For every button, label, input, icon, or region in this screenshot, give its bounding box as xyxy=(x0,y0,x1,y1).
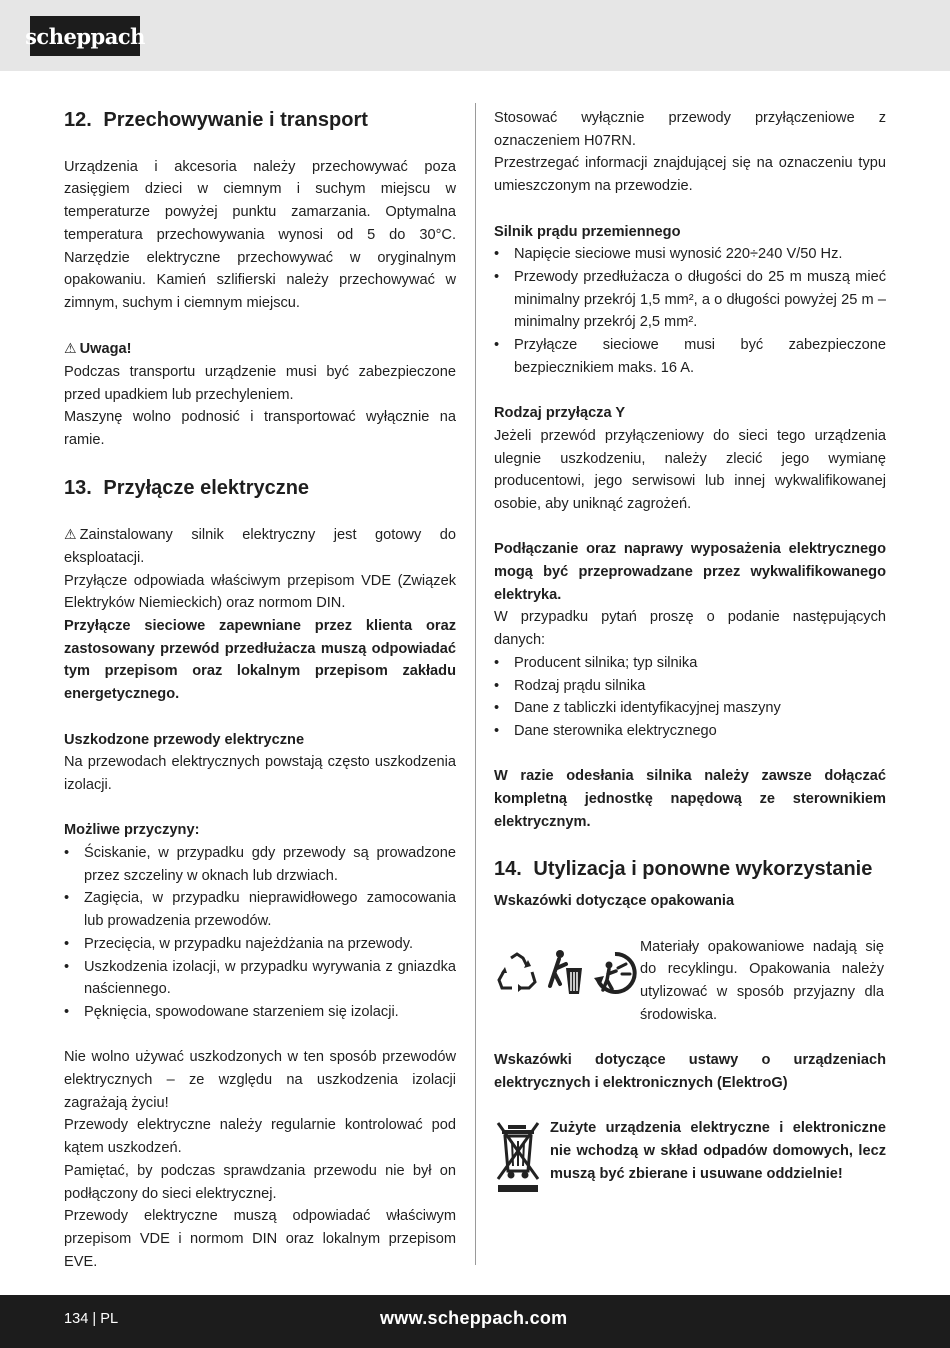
danger-paragraph: Nie wolno używać uszkodzonych w ten sposób przewodów elektrycznych – ze względu na uszkodzenia izolacji zagrażają życiu! xyxy=(64,1049,456,1111)
weee-paragraph: Zużyte urządzenia elektryczne i elektroniczne nie wchodzą w skład odpadów domowych, lecz muszą być zbierane i usuwane oddzielnie! xyxy=(550,1120,886,1182)
language-code: PL xyxy=(100,1311,119,1327)
list-item: • Uszkodzenia izolacji, w przypadku wyrywania z gniazdka naściennego. xyxy=(64,956,456,1001)
vde-paragraph: Przyłącze odpowiada właściwym przepisom VDE (Związek Elektryków Niemieckich) oraz normom DIN. xyxy=(64,572,456,612)
list-item: • Zagięcia, w przypadku nieprawidłowego zamocowania lub prowadzenia przewodów. xyxy=(64,887,456,932)
packaging-block xyxy=(494,936,886,1027)
section-14-heading xyxy=(494,856,886,882)
section-12-heading xyxy=(64,107,456,133)
section-title: Przechowywanie i transport xyxy=(103,109,368,131)
y-connection-paragraph: Jeżeli przewód przyłączeniowy do sieci tego urządzenia ulegnie uszkodzeniu, należy zlecić jego wymianę producentowi, jego serwisowi lub innej wykwalifikowanej osobie, aby uniknąć zagrożeń. xyxy=(494,427,886,512)
brand-text: scheppach xyxy=(25,23,145,49)
section-number: 14. xyxy=(494,858,522,881)
inspection-paragraph: Przewody elektryczne należy regularnie kontrolować pod kątem uszkodzeń. xyxy=(64,1117,456,1157)
causes-list xyxy=(64,842,456,1024)
section-title: Przyłącze elektryczne xyxy=(103,476,310,499)
section-number: 12. xyxy=(64,109,92,131)
warning-triangle-icon: ⚠ xyxy=(64,340,77,357)
list-item: • Ściskanie, w przypadku gdy przewody są prowadzone przez szczeliny w oknach lub drzwiach. xyxy=(64,842,456,887)
elektrog-title: Wskazówki dotyczące ustawy o urządzeniach elektrycznych i elektronicznych (ElektroG) xyxy=(494,1052,886,1091)
storage-paragraph: Urządzenia i akcesoria należy przechowywać poza zasięgiem dzieci w ciemnym i suchym miejscu w temperaturze powyżej punktu zamarzania. Optymalna temperatura przechowywania wynosi od 5 do 30°C. Narzędzie elektryczne przechowywać w oryginalnym opakowaniu. Kamień szlifierski należy przechowywać w zimnym, suchym i ciemnym miejscu. xyxy=(64,158,456,311)
packaging-title: Wskazówki dotyczące opakowania xyxy=(494,893,735,910)
page-number: 134 | PL xyxy=(64,1311,119,1327)
page-number-value: 134 xyxy=(64,1311,89,1327)
column-divider xyxy=(475,103,476,1265)
required-data-list xyxy=(494,652,886,743)
list-item: • Napięcie sieciowe musi wynosić 220÷240 V/50 Hz. xyxy=(494,243,886,266)
list-item: • Przewody przedłużacza o długości do 25 m muszą mieć minimalny przekrój 1,5 mm², a o długości powyżej 25 m – minimalny przekrój 2,5 mm². xyxy=(494,266,886,334)
left-column xyxy=(64,107,456,1273)
page-footer xyxy=(0,1295,950,1348)
warning-text: Uwaga! xyxy=(79,341,132,358)
disconnect-paragraph: Pamiętać, by podczas sprawdzania przewodu nie był on podłączony do sieci elektrycznej. xyxy=(64,1162,456,1202)
regulations-paragraph: Przewody elektryczne muszą odpowiadać właściwym przepisom VDE i normom DIN oraz lokalnym przepisom EVE. xyxy=(64,1208,456,1270)
ac-motor-list xyxy=(494,243,886,379)
right-column xyxy=(494,107,886,1197)
packaging-paragraph: Materiały opakowaniowe nadają się do recyklingu. Opakowania należy utylizować w sposób przyjazny dla środowiska. xyxy=(640,938,884,1023)
crossed-out-bin-icon xyxy=(494,1119,550,1197)
damaged-cables-paragraph: Na przewodach elektrycznych powstają często uszkodzenia izolacji. xyxy=(64,754,456,793)
section-title: Utylizacja i ponowne wykorzystanie xyxy=(533,858,873,881)
y-connection-title: Rodzaj przyłącza Y xyxy=(494,405,626,422)
recycle-person-icon xyxy=(592,950,638,996)
h07rn-paragraph: Stosować wyłącznie przewody przyłączeniowe z oznaczeniem H07RN. xyxy=(494,110,886,149)
type-label-paragraph: Przestrzegać informacji znajdującej się na oznaczeniu typu umieszczonym na przewodzie. xyxy=(494,155,886,195)
website-url: www.scheppach.com xyxy=(380,1308,568,1328)
list-item: • Producent silnika; typ silnika xyxy=(494,652,886,675)
recycle-icon xyxy=(494,950,540,996)
weee-block xyxy=(494,1117,886,1197)
list-item: • Dane z tabliczki identyfikacyjnej maszyny xyxy=(494,697,886,720)
electrician-paragraph: Podłączanie oraz naprawy wyposażenia elektrycznego mogą być przeprowadzane przez wykwalifikowanego elektryka. xyxy=(494,541,886,603)
damaged-cables-title: Uszkodzone przewody elektryczne xyxy=(64,731,305,748)
list-item: • Rodzaj prądu silnika xyxy=(494,675,886,698)
lifting-paragraph: Maszynę wolno podnosić i transportować wyłącznie na ramie. xyxy=(64,409,456,449)
section-13-heading xyxy=(64,475,456,501)
motor-ready-paragraph xyxy=(64,523,456,569)
tidyman-bin-icon xyxy=(546,948,586,998)
list-item: • Przecięcia, w przypadku najeżdżania na przewody. xyxy=(64,933,456,956)
recycling-icons xyxy=(494,936,640,1008)
motor-return-paragraph: W razie odesłania silnika należy zawsze dołączać kompletną jednostkę napędową ze sterownikiem elektrycznym. xyxy=(494,768,886,830)
questions-paragraph: W przypadku pytań proszę o podanie następujących danych: xyxy=(494,609,886,649)
transport-paragraph: Podczas transportu urządzenie musi być zabezpieczone przed upadkiem lub przechyleniem. xyxy=(64,364,456,403)
ac-motor-title: Silnik prądu przemiennego xyxy=(494,223,681,240)
section-number: 13. xyxy=(64,476,92,499)
list-item: • Przyłącze sieciowe musi być zabezpieczone bezpiecznikiem maks. 16 A. xyxy=(494,334,886,379)
list-item: • Dane sterownika elektrycznego xyxy=(494,720,886,743)
list-item: • Pęknięcia, spowodowane starzeniem się izolacji. xyxy=(64,1001,456,1024)
motor-ready-text: Zainstalowany silnik elektryczny jest gotowy do eksploatacji. xyxy=(64,527,456,566)
warning-triangle-icon: ⚠ xyxy=(64,526,77,543)
customer-connection-paragraph: Przyłącze sieciowe zapewniane przez klienta oraz zastosowany przewód przedłużacza muszą odpowiadać tym przepisom oraz lokalnym przepisom zakładu energetycznego. xyxy=(64,618,456,703)
page-header xyxy=(0,0,950,71)
scheppach-logo xyxy=(25,16,145,56)
causes-title: Możliwe przyczyny: xyxy=(64,822,200,839)
warning-label xyxy=(64,337,456,361)
